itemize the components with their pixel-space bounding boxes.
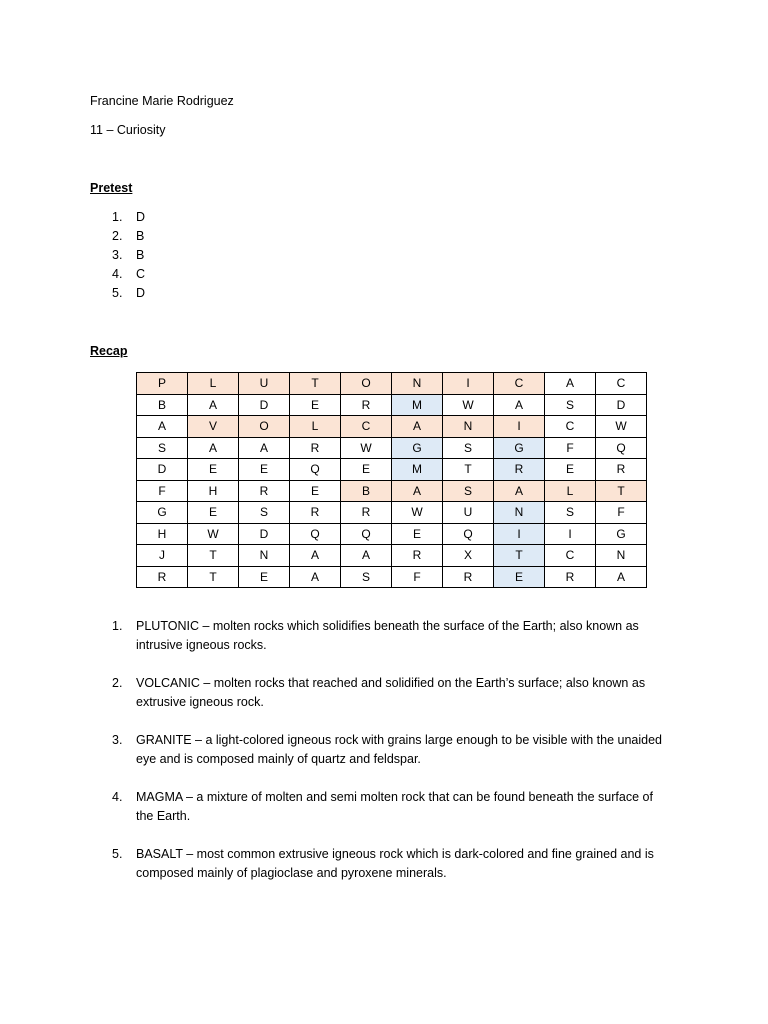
grid-cell: X: [443, 545, 494, 567]
grid-cell: N: [239, 545, 290, 567]
student-name: Francine Marie Rodriguez: [90, 94, 234, 108]
grid-cell: A: [596, 566, 647, 588]
grid-cell: S: [239, 502, 290, 524]
grid-cell: G: [137, 502, 188, 524]
grid-cell: D: [596, 394, 647, 416]
grid-cell: T: [596, 480, 647, 502]
grid-cell: T: [188, 545, 239, 567]
grid-cell: D: [239, 523, 290, 545]
grid-cell: R: [545, 566, 596, 588]
grid-cell: N: [392, 373, 443, 395]
grid-cell: H: [137, 523, 188, 545]
grid-cell: N: [494, 502, 545, 524]
grid-cell: A: [137, 416, 188, 438]
grid-cell: A: [341, 545, 392, 567]
grid-cell: S: [443, 437, 494, 459]
grid-cell: E: [239, 459, 290, 481]
grid-cell: R: [443, 566, 494, 588]
grid-cell: R: [341, 394, 392, 416]
grid-cell: E: [341, 459, 392, 481]
grid-cell: I: [443, 373, 494, 395]
pretest-answer-item: [112, 265, 145, 284]
grid-cell: R: [290, 502, 341, 524]
grid-row: [137, 459, 647, 481]
grid-cell: G: [596, 523, 647, 545]
grid-cell: Q: [443, 523, 494, 545]
grid-cell: A: [188, 394, 239, 416]
grid-cell: A: [290, 545, 341, 567]
grid-cell: I: [545, 523, 596, 545]
grid-row: [137, 566, 647, 588]
grid-cell: H: [188, 480, 239, 502]
grid-cell: A: [392, 480, 443, 502]
definition-number: 5.: [112, 847, 123, 861]
definition-text: VOLCANIC – molten rocks that reached and solidified on the Earth’s surface; also known as extrusive igneous rock.: [136, 676, 646, 709]
grid-cell: A: [188, 437, 239, 459]
grid-cell: C: [494, 373, 545, 395]
grid-cell: R: [290, 437, 341, 459]
pretest-answer-item: [112, 284, 145, 303]
grid-cell: E: [290, 480, 341, 502]
grid-cell: R: [494, 459, 545, 481]
grid-cell: E: [392, 523, 443, 545]
answer-letter: B: [136, 248, 145, 262]
recap-heading: Recap: [90, 344, 128, 358]
definition-number: 2.: [112, 676, 123, 690]
grid-cell: A: [290, 566, 341, 588]
grid-cell: R: [341, 502, 392, 524]
grid-cell: R: [392, 545, 443, 567]
grid-cell: E: [188, 502, 239, 524]
grid-cell: W: [596, 416, 647, 438]
grid-cell: F: [545, 437, 596, 459]
grid-cell: A: [545, 373, 596, 395]
grid-cell: A: [392, 416, 443, 438]
answer-letter: D: [136, 210, 146, 224]
grid-cell: V: [188, 416, 239, 438]
definition-number: 3.: [112, 733, 123, 747]
answer-letter: B: [136, 229, 145, 243]
answer-number: 1.: [112, 210, 123, 224]
grid-row: [137, 523, 647, 545]
grid-cell: R: [596, 459, 647, 481]
grid-cell: C: [341, 416, 392, 438]
grid-cell: F: [137, 480, 188, 502]
definition-text: GRANITE – a light-colored igneous rock with grains large enough to be visible with the unaided eye and is composed mainly of quartz and feldspar.: [136, 733, 662, 766]
grid-cell: Q: [596, 437, 647, 459]
grid-row: [137, 373, 647, 395]
grid-cell: W: [188, 523, 239, 545]
definition-number: 4.: [112, 790, 123, 804]
grid-cell: W: [443, 394, 494, 416]
grid-cell: D: [137, 459, 188, 481]
grid-cell: L: [545, 480, 596, 502]
grid-cell: T: [443, 459, 494, 481]
grid-cell: S: [545, 502, 596, 524]
answer-number: 4.: [112, 267, 123, 281]
definition-item: [112, 845, 672, 883]
grid-row: [137, 545, 647, 567]
grid-cell: O: [341, 373, 392, 395]
grid-cell: L: [290, 416, 341, 438]
grid-cell: J: [137, 545, 188, 567]
grid-cell: M: [392, 459, 443, 481]
grid-cell: T: [494, 545, 545, 567]
definition-text: MAGMA – a mixture of molten and semi molten rock that can be found beneath the surface of the Earth.: [136, 790, 653, 823]
grid-cell: N: [596, 545, 647, 567]
grid-cell: Q: [290, 459, 341, 481]
grid-cell: I: [494, 523, 545, 545]
pretest-answer-item: [112, 246, 145, 265]
pretest-answer-item: [112, 208, 145, 227]
grid-cell: E: [290, 394, 341, 416]
pretest-heading: Pretest: [90, 181, 133, 195]
grid-cell: F: [392, 566, 443, 588]
grid-cell: S: [137, 437, 188, 459]
grid-cell: P: [137, 373, 188, 395]
grid-cell: C: [545, 416, 596, 438]
grid-row: [137, 437, 647, 459]
grid-cell: B: [341, 480, 392, 502]
class-section: 11 – Curiosity: [90, 123, 166, 137]
grid-cell: U: [239, 373, 290, 395]
grid-row: [137, 502, 647, 524]
pretest-answer-list: [112, 208, 145, 303]
answer-number: 3.: [112, 248, 123, 262]
definition-item: [112, 788, 672, 826]
grid-cell: W: [341, 437, 392, 459]
grid-cell: I: [494, 416, 545, 438]
grid-cell: W: [392, 502, 443, 524]
grid-cell: C: [545, 545, 596, 567]
grid-cell: Q: [290, 523, 341, 545]
grid-cell: S: [341, 566, 392, 588]
word-search-grid: [136, 372, 647, 588]
grid-row: [137, 394, 647, 416]
grid-cell: T: [290, 373, 341, 395]
grid-cell: N: [443, 416, 494, 438]
definition-list: [112, 617, 672, 902]
grid-cell: E: [494, 566, 545, 588]
answer-letter: D: [136, 286, 146, 300]
grid-row: [137, 480, 647, 502]
definition-item: [112, 731, 672, 769]
definition-item: [112, 617, 672, 655]
grid-cell: R: [137, 566, 188, 588]
grid-cell: L: [188, 373, 239, 395]
grid-cell: B: [137, 394, 188, 416]
pretest-answer-item: [112, 227, 145, 246]
grid-cell: E: [239, 566, 290, 588]
grid-cell: S: [443, 480, 494, 502]
grid-cell: Q: [341, 523, 392, 545]
definition-text: BASALT – most common extrusive igneous rock which is dark-colored and fine grained and is composed mainly of plagioclase and pyroxene minerals.: [136, 847, 654, 880]
grid-cell: U: [443, 502, 494, 524]
grid-cell: A: [239, 437, 290, 459]
definition-text: PLUTONIC – molten rocks which solidifies beneath the surface of the Earth; also known as intrusive igneous rocks.: [136, 619, 639, 652]
grid-cell: S: [545, 394, 596, 416]
answer-number: 5.: [112, 286, 123, 300]
grid-cell: O: [239, 416, 290, 438]
definition-item: [112, 674, 672, 712]
grid-cell: G: [494, 437, 545, 459]
grid-cell: G: [392, 437, 443, 459]
definition-number: 1.: [112, 619, 123, 633]
grid-cell: E: [188, 459, 239, 481]
grid-cell: F: [596, 502, 647, 524]
grid-cell: T: [188, 566, 239, 588]
grid-cell: E: [545, 459, 596, 481]
grid-row: [137, 416, 647, 438]
answer-number: 2.: [112, 229, 123, 243]
grid-cell: M: [392, 394, 443, 416]
grid-cell: R: [239, 480, 290, 502]
grid-cell: A: [494, 394, 545, 416]
answer-letter: C: [136, 267, 146, 281]
grid-cell: A: [494, 480, 545, 502]
grid-cell: D: [239, 394, 290, 416]
grid-cell: C: [596, 373, 647, 395]
